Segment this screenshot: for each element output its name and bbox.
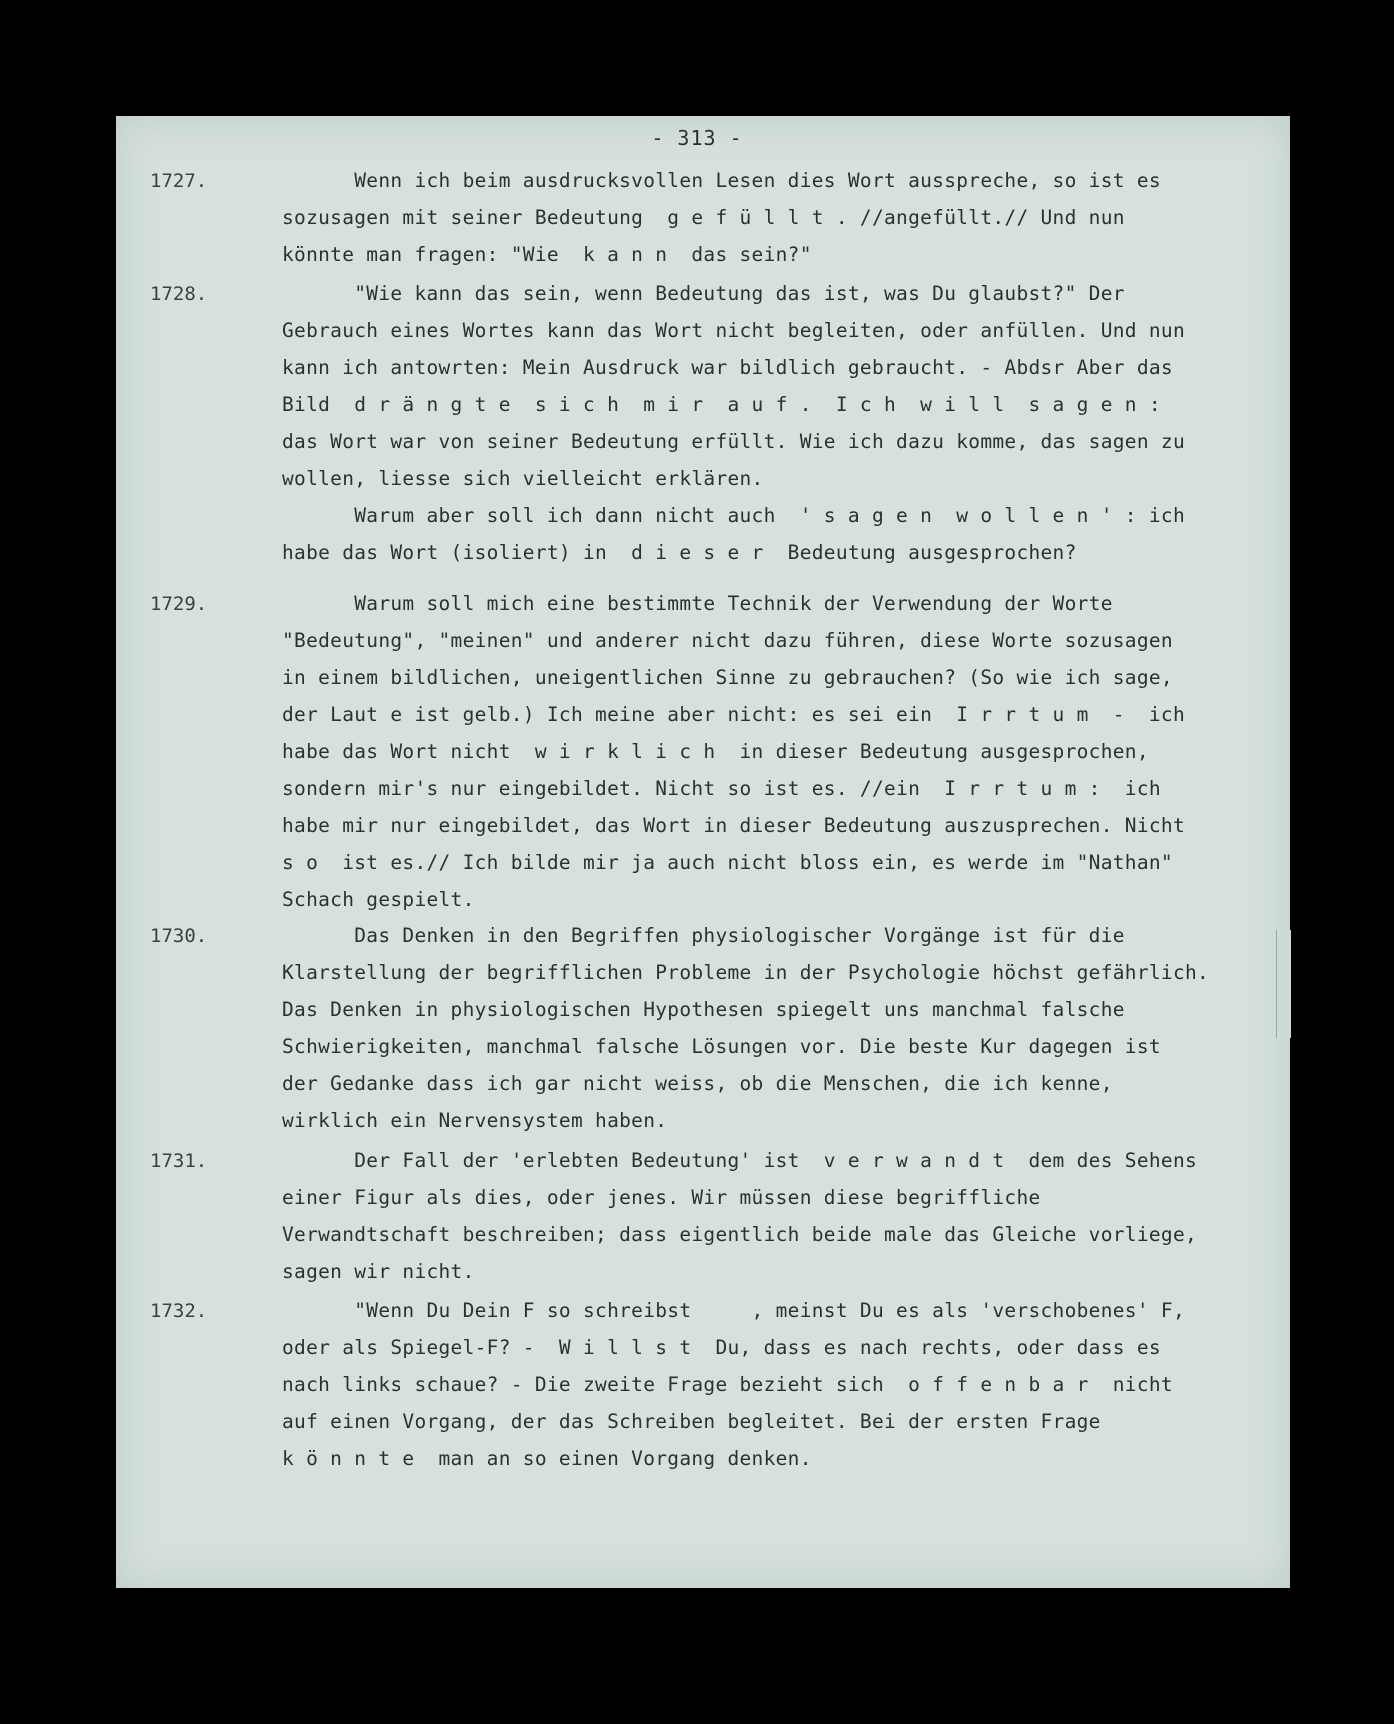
text-line: Warum aber soll ich dann nicht auch ' s a g e n w o l l e n ' : ich: [282, 504, 1185, 527]
remark-number: 1727.: [150, 170, 208, 192]
text-line: habe mir nur eingebildet, das Wort in dieser Bedeutung auszusprechen. Nicht: [282, 814, 1185, 837]
remark-number: 1730.: [150, 925, 208, 947]
text-line: der Gedanke dass ich gar nicht weiss, ob die Menschen, die ich kenne,: [282, 1072, 1113, 1095]
text-line: das Wort war von seiner Bedeutung erfüllt. Wie ich dazu komme, das sagen zu: [282, 430, 1185, 453]
text-line: Wenn ich beim ausdrucksvollen Lesen dies Wort ausspreche, so ist es: [282, 169, 1161, 192]
remark-number: 1728.: [150, 283, 208, 305]
remark-number: 1732.: [150, 1300, 208, 1322]
text-line: Der Fall der 'erlebten Bedeutung' ist v e r w a n d t dem des Sehens: [282, 1149, 1198, 1172]
text-line: nach links schaue? - Die zweite Frage bezieht sich o f f e n b a r nicht: [282, 1373, 1173, 1396]
text-line: s o ist es.// Ich bilde mir ja auch nicht bloss ein, es werde im "Nathan": [282, 851, 1173, 874]
text-line: könnte man fragen: "Wie k a n n das sein?": [282, 243, 812, 266]
text-line: wollen, liesse sich vielleicht erklären.: [282, 467, 764, 490]
text-line: "Wie kann das sein, wenn Bedeutung das ist, was Du glaubst?" Der: [282, 282, 1125, 305]
text-line: Bild d r ä n g t e s i c h m i r a u f . I c h w i l l s a g e n :: [282, 393, 1161, 416]
text-line: Schach gespielt.: [282, 888, 475, 911]
page-number: - 313 -: [651, 126, 743, 150]
text-line: in einem bildlichen, uneigentlichen Sinne zu gebrauchen? (So wie ich sage,: [282, 666, 1173, 689]
text-line: Schwierigkeiten, manchmal falsche Lösungen vor. Die beste Kur dagegen ist: [282, 1035, 1161, 1058]
text-line: sagen wir nicht.: [282, 1260, 475, 1283]
text-line: Das Denken in den Begriffen physiologischer Vorgänge ist für die: [282, 924, 1125, 947]
remark-number: 1729.: [150, 593, 208, 615]
text-line: der Laut e ist gelb.) Ich meine aber nicht: es sei ein I r r t u m - ich: [282, 703, 1185, 726]
text-line: sondern mir's nur eingebildet. Nicht so ist es. //ein I r r t u m : ich: [282, 777, 1161, 800]
text-line: "Bedeutung", "meinen" und anderer nicht dazu führen, diese Worte sozusagen: [282, 629, 1173, 652]
text-line: Verwandtschaft beschreiben; dass eigentlich beide male das Gleiche vorliege,: [282, 1223, 1198, 1246]
text-line: auf einen Vorgang, der das Schreiben begleitet. Bei der ersten Frage: [282, 1410, 1101, 1433]
text-line: habe das Wort nicht w i r k l i c h in dieser Bedeutung ausgesprochen,: [282, 740, 1149, 763]
text-line: Warum soll mich eine bestimmte Technik der Verwendung der Worte: [282, 592, 1113, 615]
text-line: "Wenn Du Dein F so schreibst , meinst Du es als 'verschobenes' F,: [282, 1299, 1185, 1322]
text-line: sozusagen mit seiner Bedeutung g e f ü l l t . //angefüllt.// Und nun: [282, 206, 1125, 229]
text-line: oder als Spiegel-F? - W i l l s t Du, dass es nach rechts, oder dass es: [282, 1336, 1161, 1359]
text-line: wirklich ein Nervensystem haben.: [282, 1109, 668, 1132]
text-line: Klarstellung der begrifflichen Probleme in der Psychologie höchst gefährlich.: [282, 961, 1210, 984]
text-line: kann ich antowrten: Mein Ausdruck war bildlich gebraucht. - Abdsr Aber das: [282, 356, 1173, 379]
text-line: habe das Wort (isoliert) in d i e s e r Bedeutung ausgesprochen?: [282, 541, 1077, 564]
text-line: Gebrauch eines Wortes kann das Wort nicht begleiten, oder anfüllen. Und nun: [282, 319, 1185, 342]
remark-number: 1731.: [150, 1150, 208, 1172]
text-line: k ö n n t e man an so einen Vorgang denken.: [282, 1447, 812, 1470]
text-line: Das Denken in physiologischen Hypothesen spiegelt uns manchmal falsche: [282, 998, 1125, 1021]
text-line: einer Figur als dies, oder jenes. Wir müssen diese begriffliche: [282, 1186, 1041, 1209]
